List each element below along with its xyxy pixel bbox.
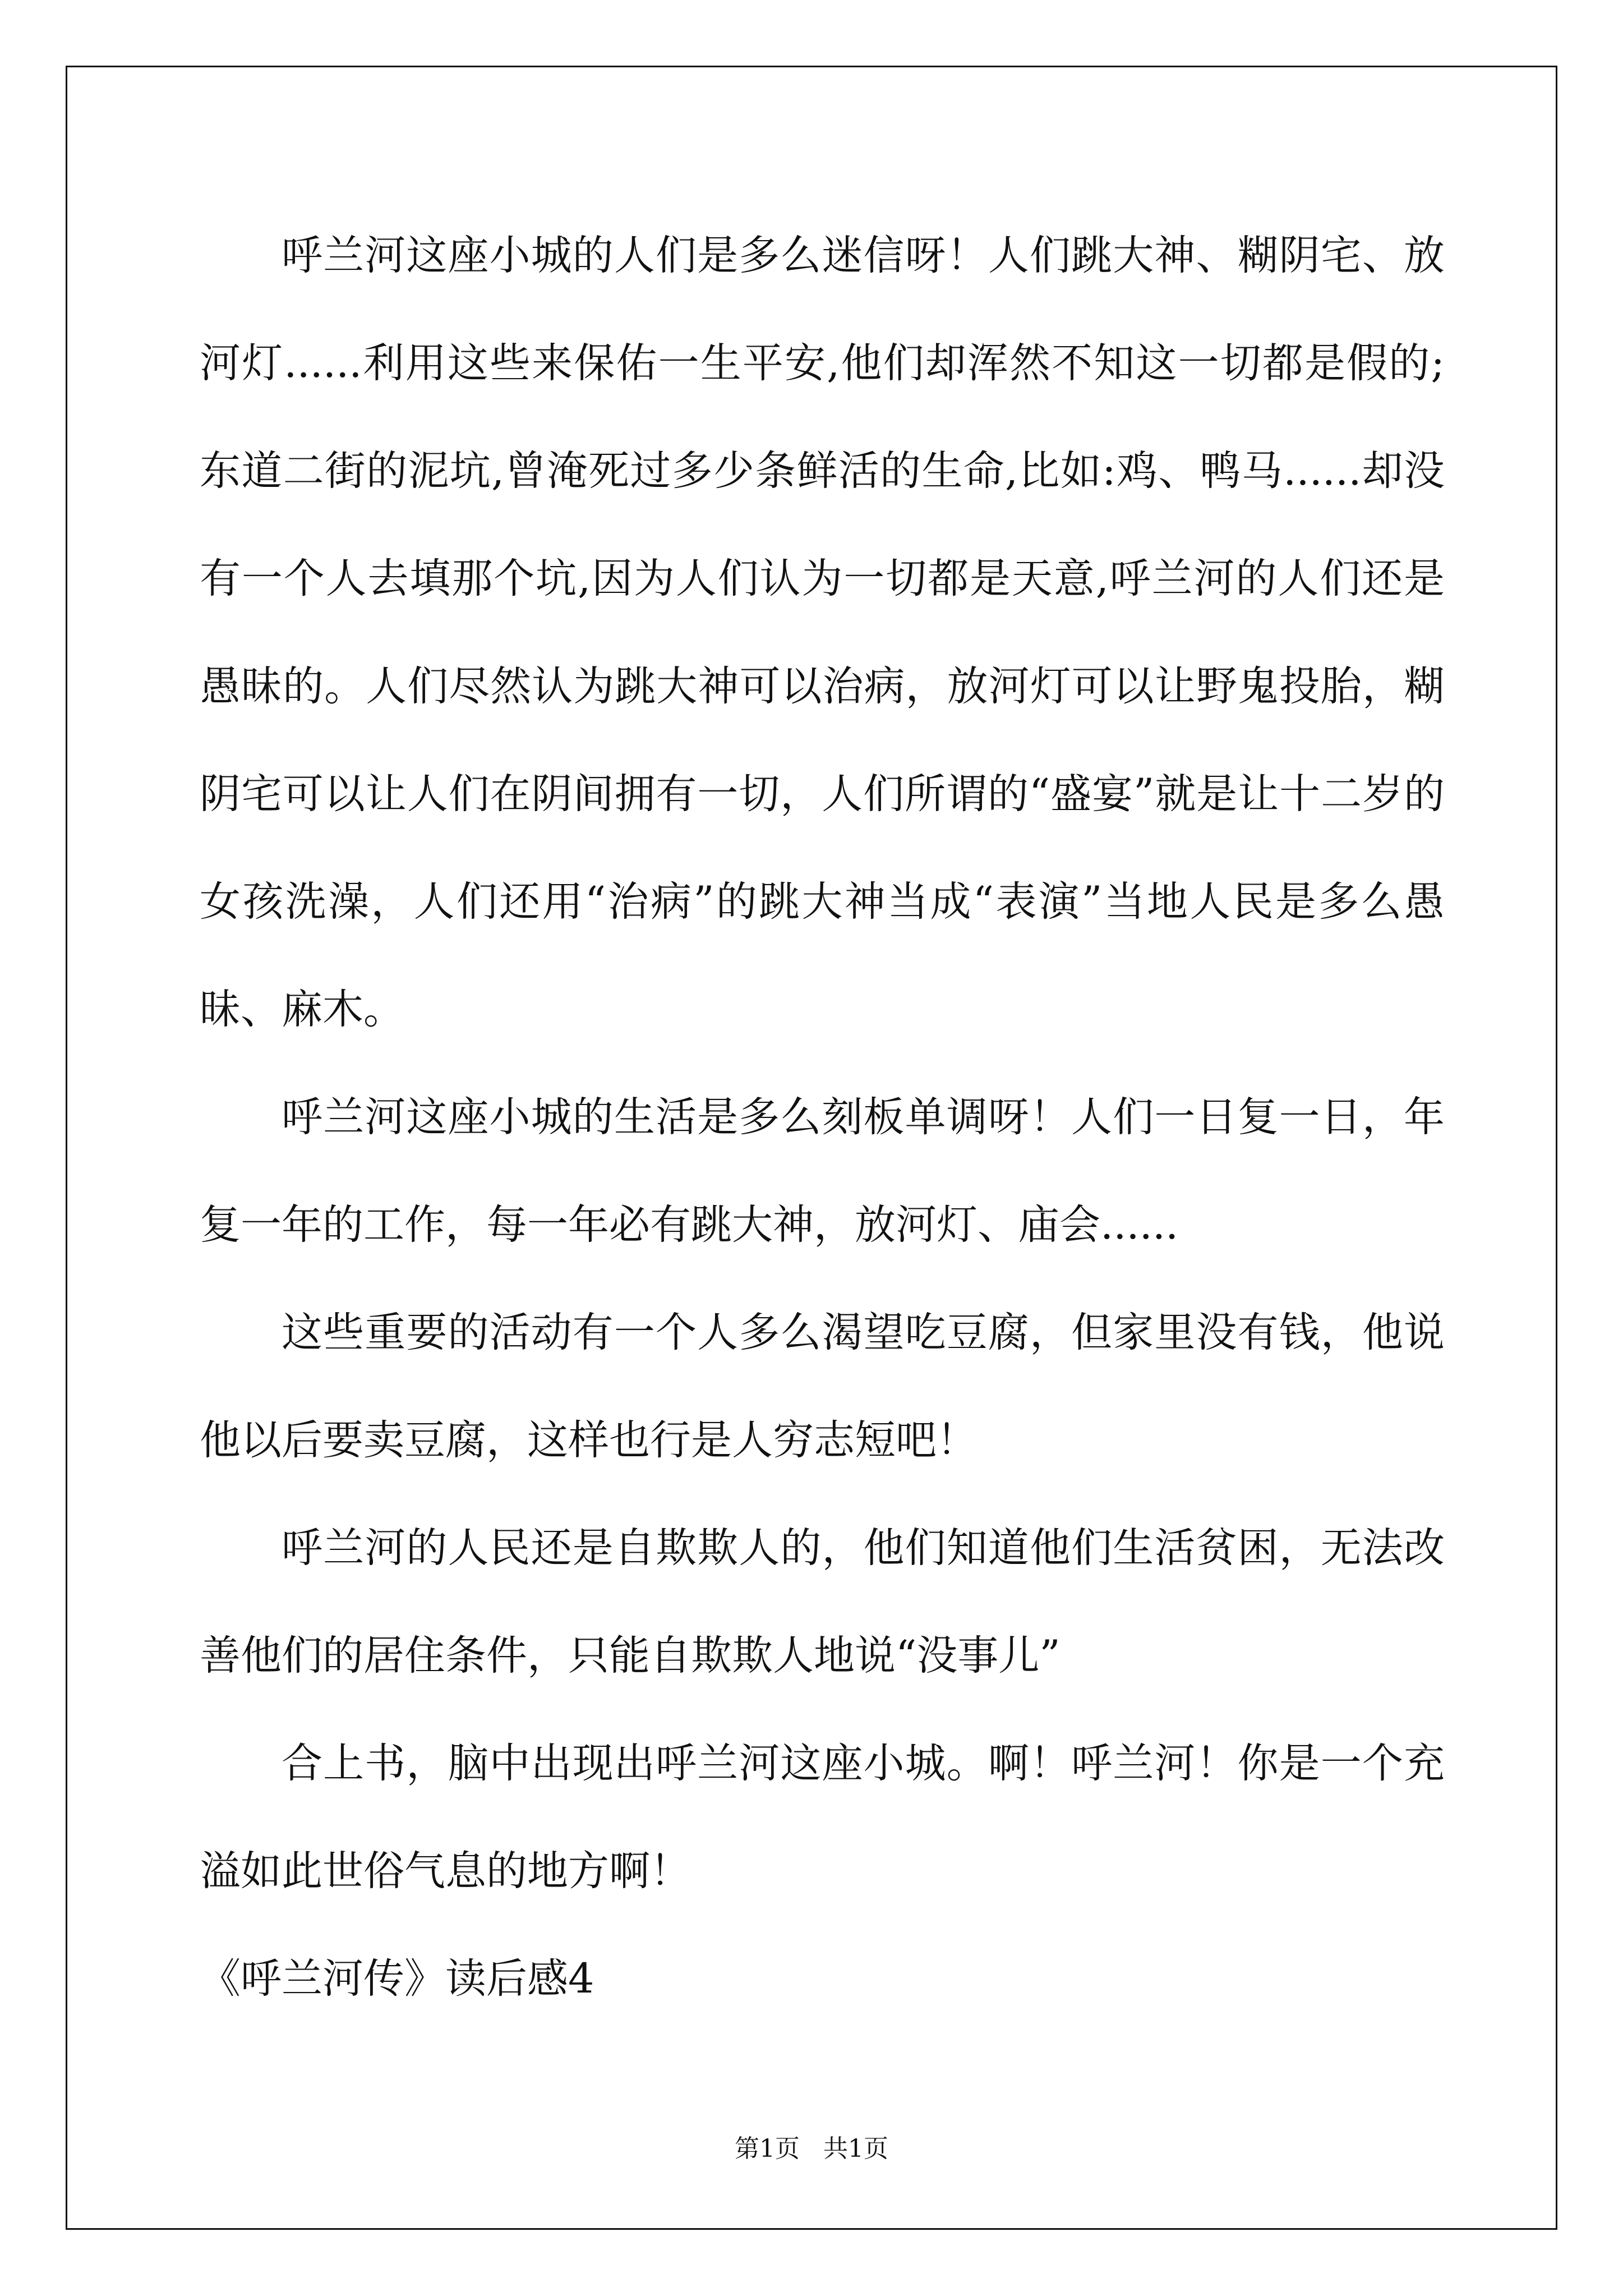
paragraph-5: 合上书，脑中出现出呼兰河这座小城。啊！呼兰河！你是一个充溢如此世俗气息的地方啊！ — [200, 1740, 1445, 1895]
paragraph-3: 这些重要的活动有一个人多么渴望吃豆腐，但家里没有钱，他说他以后要卖豆腐，这样也行是人穷志短吧！ — [200, 1309, 1445, 1464]
page-footer — [0, 2128, 1623, 2164]
document-body — [200, 202, 1445, 2033]
paragraph-4: 呼兰河的人民还是自欺欺人的，他们知道他们生活贫困，无法改善他们的居住条件，只能自欺欺人地说“没事儿” — [200, 1524, 1445, 1680]
page-number: 第1页 — [735, 2134, 800, 2163]
section-heading: 《呼兰河传》读后感4 — [200, 1955, 594, 2003]
paragraph-1: 呼兰河这座小城的人们是多么迷信呀！人们跳大神、糊阴宅、放河灯......利用这些来保佑一生平安,他们却浑然不知这一切都是假的;东道二街的泥坑,曾淹死过多少条鲜活的生命,比如:鸡、鸭马......却没有一个人去填那个坑,因为人们认为一切都是天意,呼兰河的人们还是愚昧的。人们尽然认为跳大神可以治病，放河灯可以让野鬼投胎，糊阴宅可以让人们在阴间拥有一切，人们所谓的“盛宴”就是让十二岁的女孩洗澡，人们还用“治病”的跳大神当成“表演”当地人民是多么愚昧、麻木。 — [200, 232, 1445, 1033]
paragraph-2: 呼兰河这座小城的生活是多么刻板单调呀！人们一日复一日，年复一年的工作，每一年必有跳大神，放河灯、庙会...... — [200, 1093, 1445, 1249]
page-total: 共1页 — [823, 2134, 888, 2163]
